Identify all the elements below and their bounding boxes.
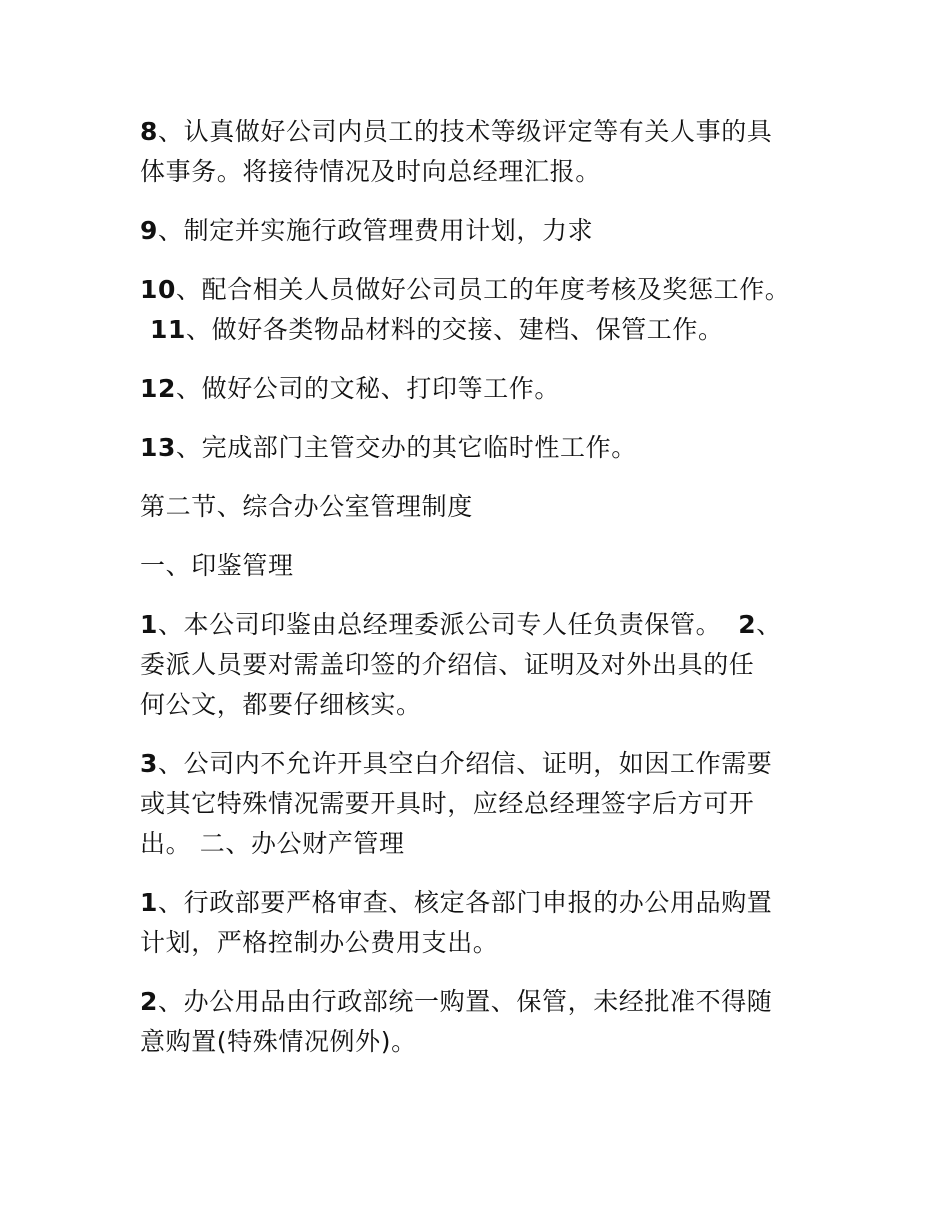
heading-text: 一、印鉴管理 [140, 551, 294, 580]
paragraph-item-10-11 [140, 270, 820, 350]
item-text: 、完成部门主管交办的其它临时性工作。 [176, 433, 637, 462]
item-text: 、认真做好公司内员工的技术等级评定等有关人事的具 [158, 117, 773, 146]
item-number: 9 [140, 216, 158, 245]
item-text: 、 [756, 610, 782, 639]
text-line: 委派人员要对需盖印签的介绍信、证明及对外出具的任 [140, 650, 755, 679]
text-line [140, 369, 820, 409]
item-number: 1 [140, 888, 158, 917]
item-number: 11 [150, 315, 186, 344]
paragraph-property-1 [140, 883, 820, 963]
text-line [140, 211, 820, 251]
section-heading [140, 487, 820, 527]
item-number: 13 [140, 433, 176, 462]
item-number: 10 [140, 275, 176, 304]
text-line [140, 428, 820, 468]
item-text: 、做好各类物品材料的交接、建档、保管工作。 [186, 315, 724, 344]
heading-text: 第二节、综合办公室管理制度 [140, 492, 473, 521]
item-text: 、本公司印鉴由总经理委派公司专人任负责保管。 [158, 610, 722, 639]
item-number: 12 [140, 374, 176, 403]
paragraph-item-3 [140, 744, 820, 864]
item-text: 、制定并实施行政管理费用计划，力求 [158, 216, 594, 245]
text-line [140, 112, 820, 152]
item-text: 、公司内不允许开具空白介绍信、证明，如因工作需要 [158, 749, 773, 778]
item-text: 、行政部要严格审查、核定各部门申报的办公用品购置 [158, 888, 773, 917]
paragraph-item-12 [140, 369, 820, 409]
text-line [140, 982, 820, 1022]
item-number: 1 [140, 610, 158, 639]
paragraph-seal-rules [140, 605, 820, 725]
text-line: 或其它特殊情况需要开具时，应经总经理签字后方可开 [140, 789, 755, 818]
paragraph-property-2 [140, 982, 820, 1062]
text-line: 计划，严格控制办公费用支出。 [140, 928, 499, 957]
text-line [140, 605, 820, 645]
text-line [140, 883, 820, 923]
text-line: 出。 二、办公财产管理 [140, 829, 405, 858]
text-line: 何公文，都要仔细核实。 [140, 690, 422, 719]
text-line: 体事务。将接待情况及时向总经理汇报。 [140, 157, 601, 186]
item-number: 3 [140, 749, 158, 778]
text-line [140, 270, 820, 310]
subsection-heading [140, 546, 820, 586]
paragraph-item-8 [140, 112, 820, 192]
item-number: 2 [738, 610, 757, 639]
item-text: 、办公用品由行政部统一购置、保管，未经批准不得随 [158, 987, 773, 1016]
text-line [140, 744, 820, 784]
item-text: 、做好公司的文秘、打印等工作。 [176, 374, 561, 403]
paragraph-item-13 [140, 428, 820, 468]
text-line [140, 310, 820, 350]
text-line: 意购置(特殊情况例外)。 [140, 1027, 417, 1056]
item-number: 8 [140, 117, 158, 146]
item-number: 2 [140, 987, 158, 1016]
paragraph-item-9 [140, 211, 820, 251]
item-text: 、配合相关人员做好公司员工的年度考核及奖惩工作。 [176, 275, 791, 304]
document-page [140, 112, 820, 1062]
